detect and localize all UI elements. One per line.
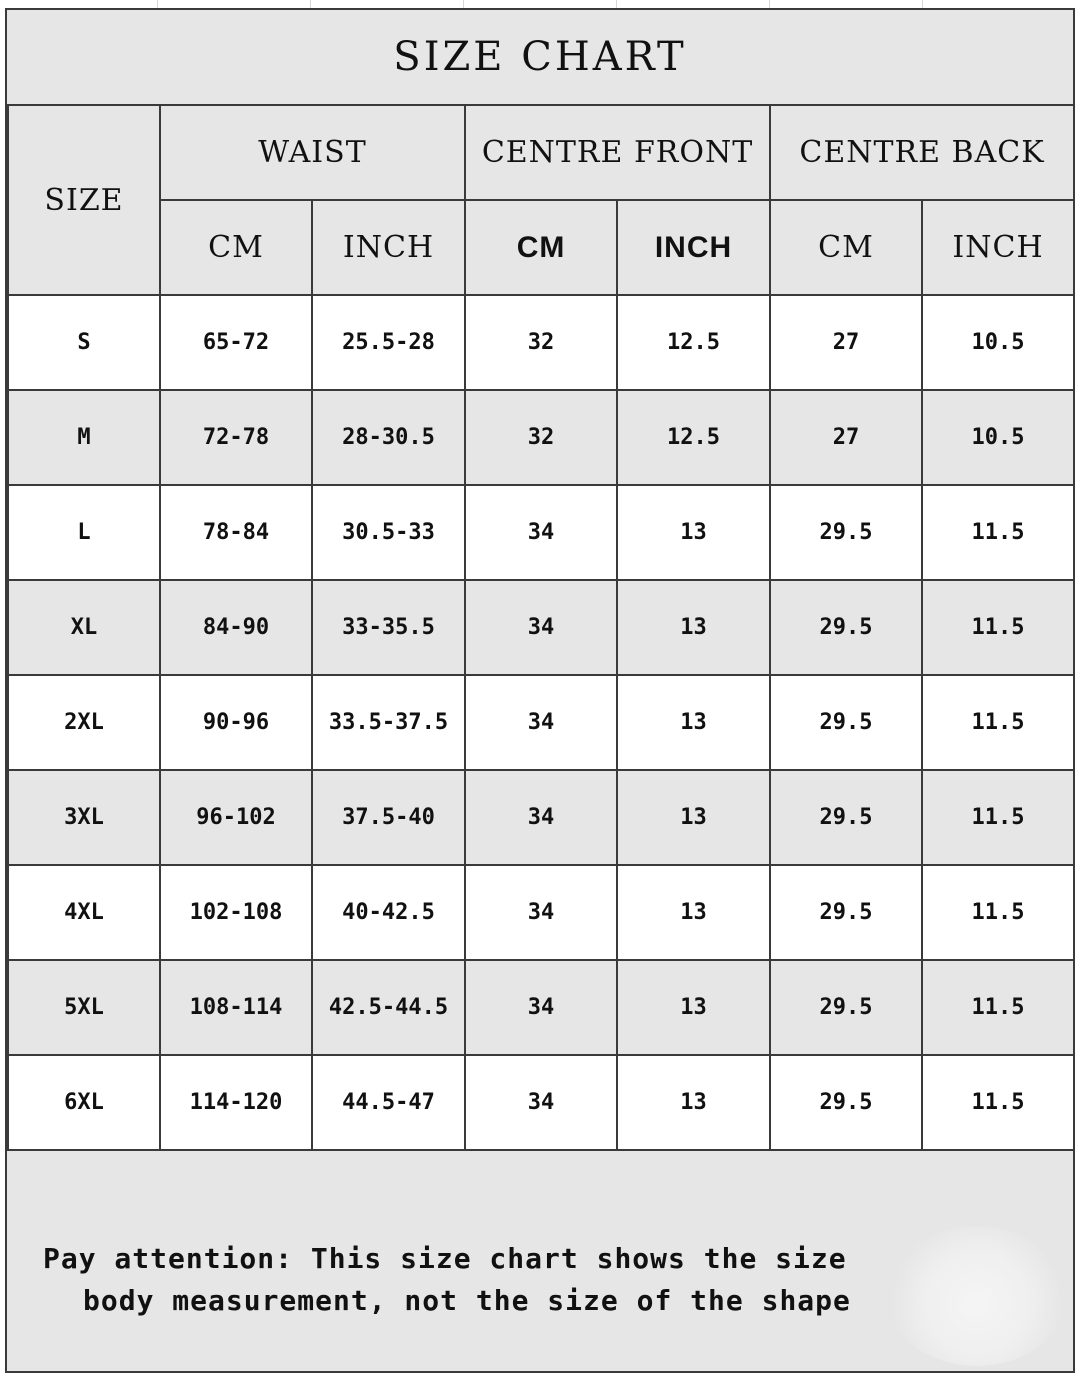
back-inch-cell: 11.5 — [922, 960, 1074, 1055]
back-cm-cell: 29.5 — [770, 960, 922, 1055]
back-inch-header: INCH — [922, 200, 1074, 295]
size-cell: S — [8, 295, 160, 390]
header-group-row — [8, 105, 1074, 200]
front-cm-cell: 32 — [465, 390, 617, 485]
waist-cm-cell: 65-72 — [160, 295, 312, 390]
back-inch-cell: 11.5 — [922, 1055, 1074, 1150]
size-cell: 5XL — [8, 960, 160, 1055]
back-cm-cell: 29.5 — [770, 770, 922, 865]
size-table — [7, 104, 1075, 1151]
front-cm-cell: 34 — [465, 675, 617, 770]
waist-cm-cell: 84-90 — [160, 580, 312, 675]
back-inch-cell: 10.5 — [922, 295, 1074, 390]
front-inch-cell: 13 — [617, 1055, 770, 1150]
size-cell: 2XL — [8, 675, 160, 770]
waist-cm-cell: 72-78 — [160, 390, 312, 485]
front-cm-cell: 34 — [465, 960, 617, 1055]
size-cell: 6XL — [8, 1055, 160, 1150]
front-inch-cell: 13 — [617, 770, 770, 865]
back-inch-cell: 11.5 — [922, 675, 1074, 770]
front-cm-cell: 34 — [465, 485, 617, 580]
front-inch-cell: 13 — [617, 580, 770, 675]
front-inch-cell: 13 — [617, 485, 770, 580]
back-cm-cell: 29.5 — [770, 865, 922, 960]
table-row — [8, 865, 1074, 960]
table-row — [8, 390, 1074, 485]
waist-cm-cell: 96-102 — [160, 770, 312, 865]
waist-header: WAIST — [160, 105, 465, 200]
front-cm-cell: 32 — [465, 295, 617, 390]
note-line-1: Pay attention: This size chart shows the size — [43, 1242, 847, 1275]
front-inch-cell: 12.5 — [617, 390, 770, 485]
table-row — [8, 485, 1074, 580]
note-line-2: body measurement, not the size of the shape — [83, 1284, 851, 1317]
table-row — [8, 675, 1074, 770]
waist-cm-cell: 90-96 — [160, 675, 312, 770]
grid-tick — [157, 0, 158, 8]
front-inch-header: INCH — [617, 200, 770, 295]
centre-back-header: CENTRE BACK — [770, 105, 1074, 200]
back-inch-cell: 11.5 — [922, 865, 1074, 960]
waist-inch-cell: 28-30.5 — [312, 390, 465, 485]
chart-title: SIZE CHART — [7, 10, 1073, 104]
front-cm-cell: 34 — [465, 1055, 617, 1150]
front-cm-cell: 34 — [465, 770, 617, 865]
size-cell: M — [8, 390, 160, 485]
grid-tick — [769, 0, 770, 8]
grid-tick — [463, 0, 464, 8]
waist-inch-cell: 40-42.5 — [312, 865, 465, 960]
blurred-watermark — [887, 1226, 1067, 1366]
back-cm-header: CM — [770, 200, 922, 295]
waist-inch-cell: 25.5-28 — [312, 295, 465, 390]
front-cm-header: CM — [465, 200, 617, 295]
waist-inch-cell: 44.5-47 — [312, 1055, 465, 1150]
size-cell: 3XL — [8, 770, 160, 865]
front-inch-cell: 13 — [617, 960, 770, 1055]
waist-inch-cell: 33.5-37.5 — [312, 675, 465, 770]
waist-cm-header: CM — [160, 200, 312, 295]
grid-tick — [616, 0, 617, 8]
front-inch-cell: 13 — [617, 865, 770, 960]
size-chart — [5, 8, 1075, 1373]
size-cell: L — [8, 485, 160, 580]
size-header: SIZE — [8, 105, 160, 295]
front-cm-cell: 34 — [465, 865, 617, 960]
grid-tick — [310, 0, 311, 8]
table-row — [8, 1055, 1074, 1150]
waist-cm-cell: 102-108 — [160, 865, 312, 960]
waist-cm-cell: 114-120 — [160, 1055, 312, 1150]
table-row — [8, 770, 1074, 865]
back-cm-cell: 27 — [770, 295, 922, 390]
back-cm-cell: 29.5 — [770, 675, 922, 770]
back-inch-cell: 11.5 — [922, 485, 1074, 580]
note-section — [7, 1156, 1073, 1371]
table-row — [8, 295, 1074, 390]
waist-inch-cell: 37.5-40 — [312, 770, 465, 865]
size-cell: XL — [8, 580, 160, 675]
back-inch-cell: 11.5 — [922, 770, 1074, 865]
waist-cm-cell: 78-84 — [160, 485, 312, 580]
back-cm-cell: 27 — [770, 390, 922, 485]
size-cell: 4XL — [8, 865, 160, 960]
waist-inch-cell: 42.5-44.5 — [312, 960, 465, 1055]
back-inch-cell: 11.5 — [922, 580, 1074, 675]
table-row — [8, 580, 1074, 675]
waist-cm-cell: 108-114 — [160, 960, 312, 1055]
front-cm-cell: 34 — [465, 580, 617, 675]
centre-front-header: CENTRE FRONT — [465, 105, 770, 200]
back-inch-cell: 10.5 — [922, 390, 1074, 485]
back-cm-cell: 29.5 — [770, 580, 922, 675]
front-inch-cell: 13 — [617, 675, 770, 770]
waist-inch-cell: 30.5-33 — [312, 485, 465, 580]
waist-inch-header: INCH — [312, 200, 465, 295]
header-unit-row — [8, 200, 1074, 295]
back-cm-cell: 29.5 — [770, 485, 922, 580]
grid-tick — [922, 0, 923, 8]
back-cm-cell: 29.5 — [770, 1055, 922, 1150]
front-inch-cell: 12.5 — [617, 295, 770, 390]
waist-inch-cell: 33-35.5 — [312, 580, 465, 675]
table-row — [8, 960, 1074, 1055]
